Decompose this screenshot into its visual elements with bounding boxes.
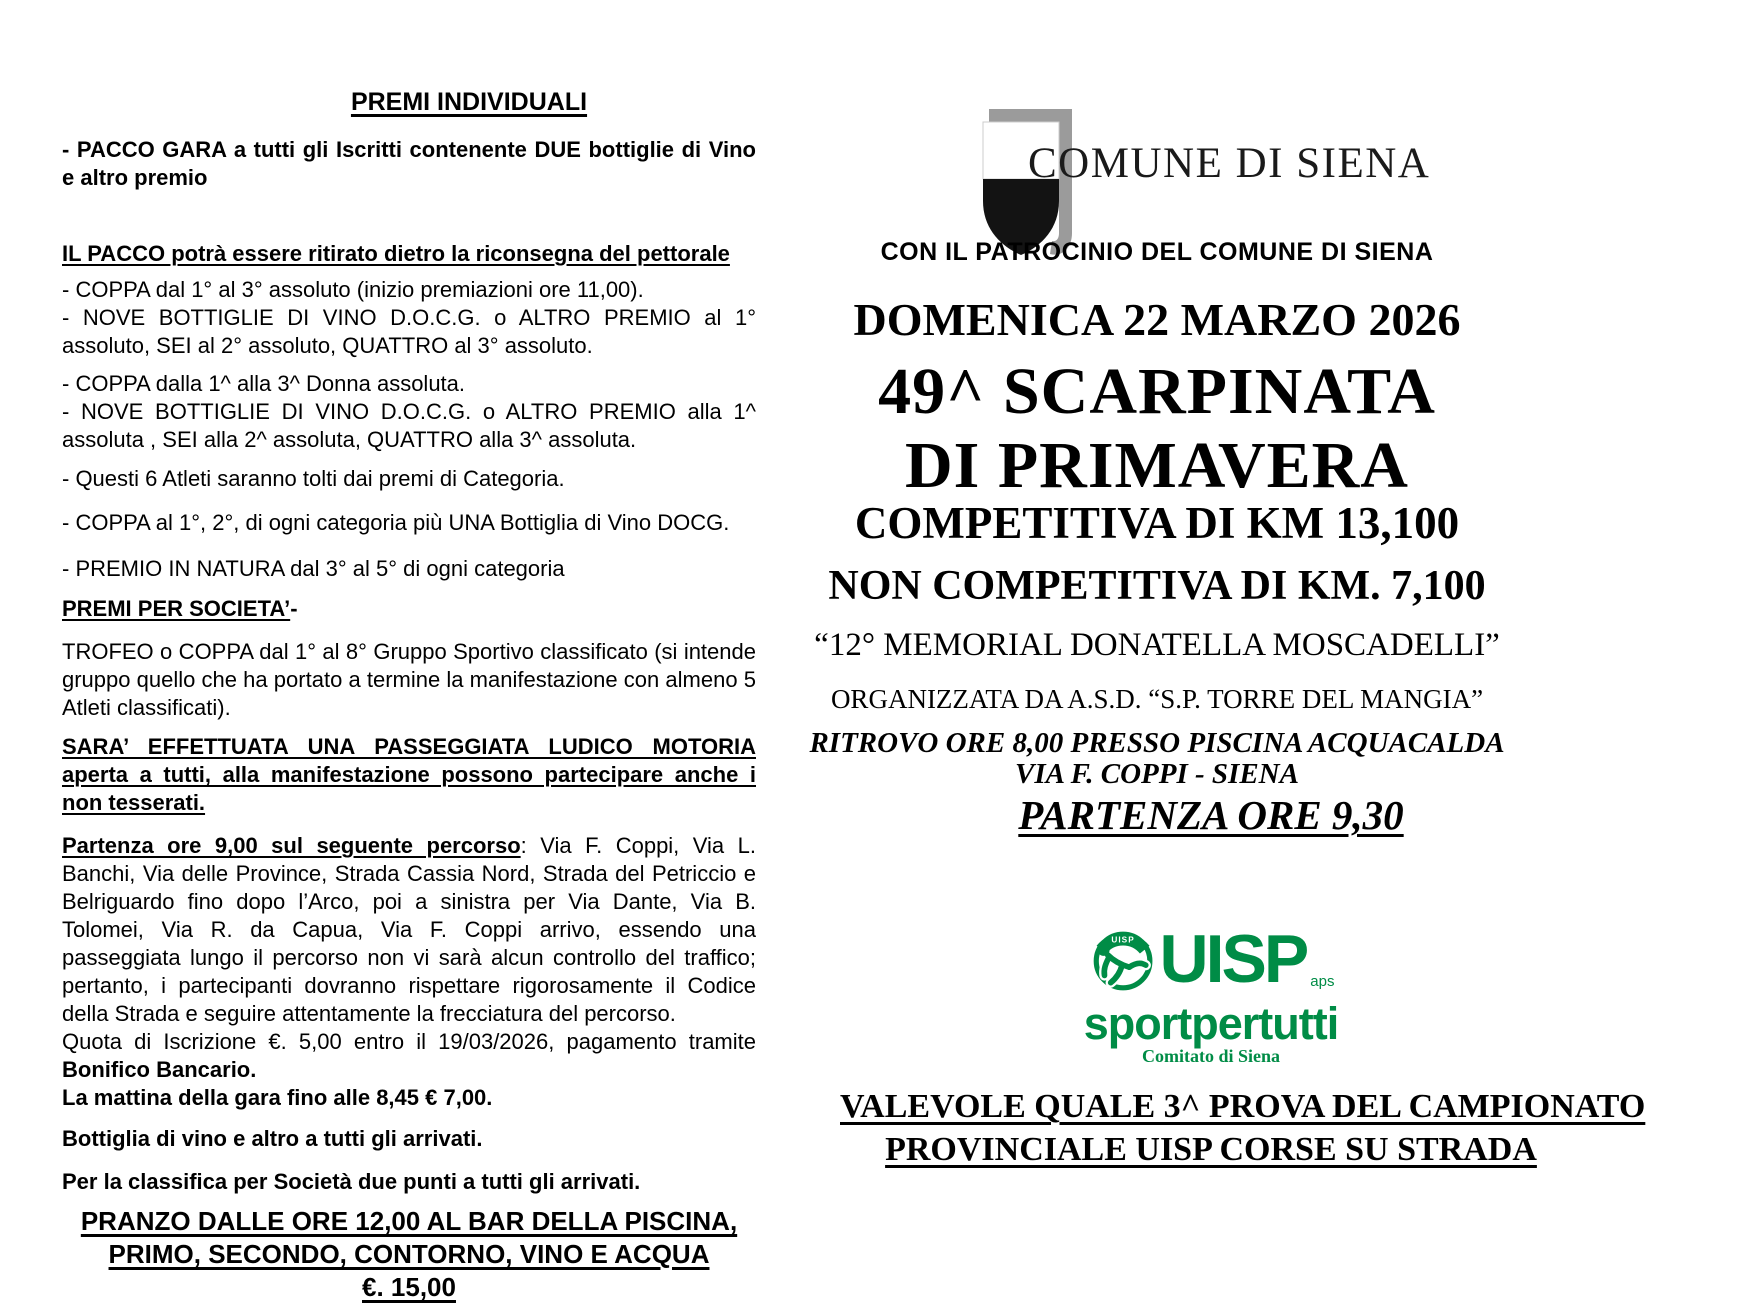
pranzo-line-1: PRANZO DALLE ORE 12,00 AL BAR DELLA PISCINA, (80, 1206, 738, 1236)
il-pacco-heading: IL PACCO potrà essere ritirato dietro la riconsegna del pettorale (62, 241, 730, 266)
partenza-ore-line: PARTENZA ORE 9,30 (1018, 792, 1404, 838)
svg-text:UISP: UISP (1110, 935, 1135, 945)
event-title-line-1: 49^ SCARPINATA (878, 355, 1436, 428)
premi-societa-heading: PREMI PER SOCIETA’- (62, 596, 298, 621)
uisp-runner-icon (1088, 928, 1154, 994)
trofeo-paragraph: TROFEO o COPPA dal 1° al 8° Gruppo Sportivo classificato (si intende gruppo quello che ha portato a termine la manifestazione con almeno 5 Atleti classificati). (62, 639, 756, 720)
comune-di-siena-wordmark: COMUNE DI SIENA (1028, 140, 1431, 187)
event-title-line-2: DI PRIMAVERA (905, 429, 1409, 502)
coppa-assoluto-line: - COPPA dal 1° al 3° assoluto (inizio premiazioni ore 11,00). (62, 277, 644, 302)
premio-natura-line: - PREMIO IN NATURA dal 3° al 5° di ogni categoria (62, 556, 565, 581)
classifica-societa-line: Per la classifica per Società due punti a tutti gli arrivati. (62, 1169, 641, 1194)
pacco-gara-paragraph: - PACCO GARA a tutti gli Iscritti contenente DUE bottiglie di Vino e altro premio (62, 137, 756, 190)
premi-individuali-title: PREMI INDIVIDUALI (350, 88, 588, 116)
valevole-line-1: VALEVOLE QUALE 3^ PROVA DEL CAMPIONATO (840, 1088, 1646, 1125)
valevole-line-2: PROVINCIALE UISP CORSE SU STRADA (885, 1131, 1537, 1168)
bottiglia-vino-line: Bottiglia di vino e altro a tutti gli arrivati. (62, 1126, 483, 1151)
coppa-donna-line: - COPPA dalla 1^ alla 3^ Donna assoluta. (62, 371, 466, 396)
competitiva-line: COMPETITIVA DI KM 13,100 (854, 498, 1460, 548)
sportpertutti-wordmark: sportpertutti (1083, 998, 1339, 1049)
event-date: DOMENICA 22 MARZO 2026 (853, 294, 1461, 345)
nove-bottiglie-line: - NOVE BOTTIGLIE DI VINO D.O.C.G. o ALTRO PREMIO al 1° assoluto, SEI al 2° assoluto, QUATTRO al 3° assoluto. (62, 305, 756, 358)
partenza-percorso-paragraph: Partenza ore 9,00 sul seguente percorso: Via F. Coppi, Via L. Banchi, Via delle Province, Strada Cassia Nord, Strada del Petriccio e Belriguardo fino dopo l’Arco, poi a sinistra per Via Dante, Via B. Tolomei, Via R. da Capua, Via F. Coppi arrivo, essendo una passeggiata lungo il percorso non vi sarà alcun controllo del traffico; pertanto, i partecipanti dovranno rispettare rigorosamente il Codice della Strada e seguire attentamente la frecciatura del percorso. (62, 833, 756, 1026)
organizzata-line: ORGANIZZATA DA A.S.D. “S.P. TORRE DEL MANGIA” (830, 684, 1484, 714)
pranzo-line-3: €. 15,00 (362, 1272, 456, 1302)
comitato-di-siena-label: Comitato di Siena (1141, 1046, 1280, 1066)
coppa-categoria-line: - COPPA al 1°, 2°, di ogni categoria più UNA Bottiglia di Vino DOCG. (62, 510, 730, 535)
ritrovo-line: RITROVO ORE 8,00 PRESSO PISCINA ACQUACALDA (809, 727, 1505, 759)
uisp-aps-label: aps (1310, 973, 1335, 991)
pranzo-block (62, 1205, 756, 1304)
patrocinio-line: CON IL PATROCINIO DEL COMUNE DI SIENA (880, 238, 1434, 266)
mattina-gara-line: La mattina della gara fino alle 8,45 € 7,00. (62, 1085, 493, 1110)
passeggiata-heading: SARA’ EFFETTUATA UNA PASSEGGIATA LUDICO MOTORIA aperta a tutti, alla manifestazione possono partecipare anche i non tesserati. (62, 734, 756, 815)
memorial-line: “12° MEMORIAL DONATELLA MOSCADELLI” (814, 627, 1500, 663)
right-column (809, 0, 1646, 1241)
quota-iscrizione-paragraph: Quota di Iscrizione €. 5,00 entro il 19/03/2026, pagamento tramite Bonifico Bancario. (62, 1029, 756, 1082)
left-column (62, 88, 756, 1304)
sei-atleti-line: - Questi 6 Atleti saranno tolti dai premi di Categoria. (62, 466, 565, 491)
non-competitiva-line: NON COMPETITIVA DI KM. 7,100 (828, 563, 1486, 609)
pranzo-line-2: PRIMO, SECONDO, CONTORNO, VINO E ACQUA (108, 1239, 710, 1269)
ritrovo-address-line: VIA F. COPPI - SIENA (1015, 758, 1299, 790)
uisp-wordmark: UISP (1159, 921, 1307, 997)
nove-bottiglie-donna-line: - NOVE BOTTIGLIE DI VINO D.O.C.G. o ALTRO PREMIO alla 1^ assoluta , SEI alla 2^ assoluta, QUATTRO alla 3^ assoluta. (62, 399, 756, 452)
uisp-logo (840, 921, 1582, 997)
